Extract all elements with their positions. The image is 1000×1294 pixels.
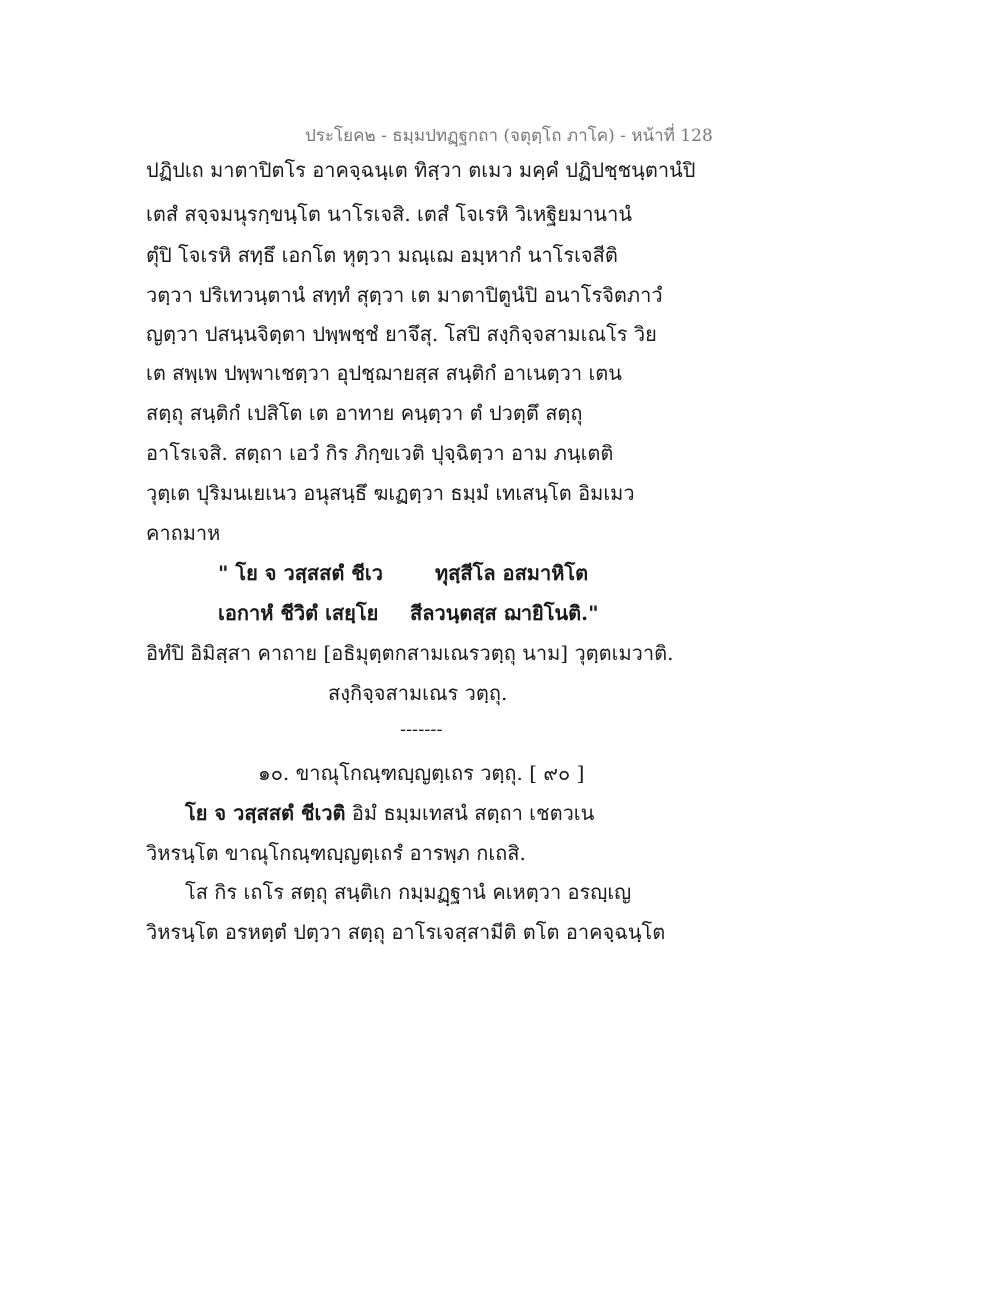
section-intro-bold: โย จ วสฺสสตํ ชีเวติ (185, 801, 346, 825)
verse-line-2-right: สีลวนฺตสฺส ฌายิโนติ." (410, 601, 599, 625)
section-intro (185, 798, 594, 828)
after-verse-line: อิทํปิ อิมิสฺสา คาถาย [อธิมุตฺตกสามเณรวตฺถุ นาม] วุตฺตเมวาติ. (146, 641, 674, 665)
body-line-8: อาโรเจสิ. สตฺถา เอวํ กิร ภิกฺขเวติ ปุจฺฉิตฺวา อาม ภนฺเตติ (146, 441, 614, 465)
verse-line-1-left: " โย จ วสฺสสตํ ชีเว (218, 561, 383, 585)
body-line-1: ปฏิปเถ มาตาปิตโร อาคจฺฉนฺเต ทิสฺวา ตเมว มคฺคํ ปฏิปชฺชนฺตานํปิ (146, 158, 696, 182)
section-line-3: วิหรนฺโต อรหตฺตํ ปตฺวา สตฺถุ อาโรเจสฺสามีติ ตโต อาคจฺฉนฺโต (146, 920, 666, 944)
running-header: ประโยค๒ - ธมฺมปทฏฺฐกถา (จตุตฺโถ ภาโค) - หน้าที่ 128 (305, 126, 713, 146)
body-line-4: วตฺวา ปริเทวนฺตานํ สทฺทํ สุตฺวา เต มาตาปิตูนํปิ อนาโรจิตภาวํ (146, 283, 663, 307)
separator: ------- (400, 719, 443, 740)
story-end-label: สงฺกิจฺจสามเณร วตฺถุ. (328, 681, 508, 705)
body-line-9: วุตฺเต ปุริมนเยเนว อนุสนฺธึ ฆเฏตฺวา ธมฺมํ เทเสนฺโต อิมเมว (146, 481, 635, 505)
section-title: ๑๐. ขาณุโกณฺฑญฺญตฺเถร วตฺถุ. [ ๙๐ ] (258, 761, 585, 785)
body-line-6: เต สพฺเพ ปพฺพาเชตฺวา อุปชฺฌายสฺส สนฺติกํ อาเนตฺวา เตน (146, 361, 622, 385)
body-line-5: ญตฺวา ปสนฺนจิตฺตา ปพฺพชฺชํ ยาจึสุ. โสปิ สงฺกิจฺจสามเณโร วิย (146, 322, 657, 346)
section-line-1: วิหรนฺโต ขาณุโกณฺฑญฺญตฺเถรํ อารพฺภ กเถสิ. (146, 841, 526, 865)
verse-line-2-left: เอกาหํ ชีวิตํ เสยฺโย (218, 601, 379, 625)
body-line-10: คาถมาห (146, 521, 221, 545)
section-line-2: โส กิร เถโร สตฺถุ สนฺติเก กมฺมฏฺฐานํ คเหตฺวา อรญฺเญ (185, 880, 632, 904)
body-line-3: ตุํปิ โจเรหิ สทฺธึ เอกโต หุตฺวา มณฺเฌ อมฺหากํ นาโรเจสีติ (146, 243, 618, 267)
section-intro-rest: อิมํ ธมฺมเทสนํ สตฺถา เชตวเน (345, 801, 595, 825)
body-line-7: สตฺถุ สนฺติกํ เปสิโต เต อาทาย คนฺตฺวา ตํ ปวตฺตึ สตฺถุ (146, 401, 583, 425)
verse-line-1-right: ทุสฺสีโล อสมาหิโต (435, 561, 589, 585)
body-line-2: เตสํ สจฺจมนุรกฺขนฺโต นาโรเจสิ. เตสํ โจเรหิ วิเหฐิยมานานํ (146, 202, 632, 226)
